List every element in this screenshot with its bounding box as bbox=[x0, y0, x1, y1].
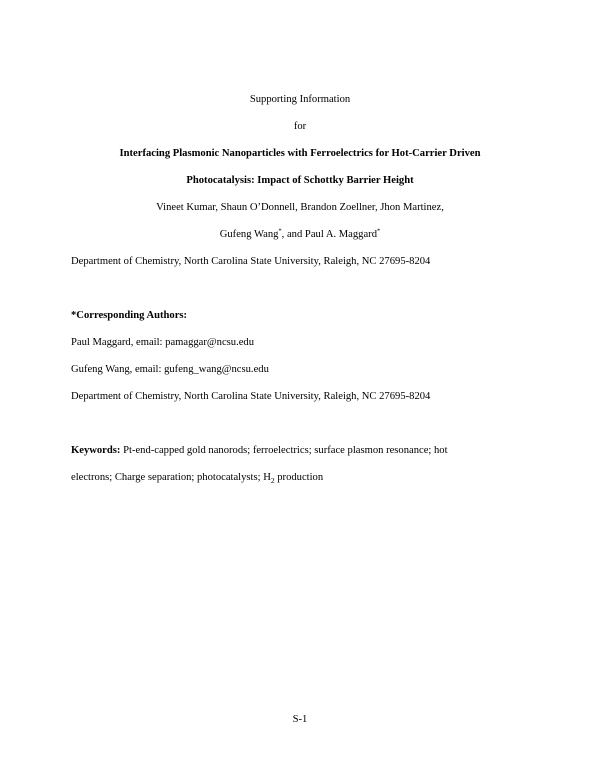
corresponding-mark: * bbox=[278, 227, 282, 235]
keywords-line-1 bbox=[71, 444, 531, 458]
contact-maggard: Paul Maggard, email: pamaggar@ncsu.edu bbox=[71, 337, 255, 348]
author-separator: , and bbox=[281, 229, 305, 240]
supporting-information-label: Supporting Information bbox=[249, 94, 351, 105]
for-label: for bbox=[293, 121, 307, 132]
title-line-1: Interfacing Plasmonic Nanoparticles with Ferroelectrics for Hot-Carrier Driven bbox=[119, 148, 481, 159]
affiliation: Department of Chemistry, North Carolina State University, Raleigh, NC 27695-8204 bbox=[71, 256, 431, 267]
author-gufeng-wang: Gufeng Wang bbox=[219, 229, 279, 240]
keywords-label: Keywords: bbox=[71, 445, 121, 456]
title-line-2: Photocatalysis: Impact of Schottky Barrier Height bbox=[186, 175, 414, 186]
keywords-text-2-tail: production bbox=[274, 472, 324, 483]
keywords-text-1: Pt-end-capped gold nanorods; ferroelectrics; surface plasmon resonance; hot bbox=[120, 445, 448, 456]
corresponding-mark: * bbox=[377, 227, 381, 235]
authors-line-1: Vineet Kumar, Shaun O’Donnell, Brandon Zoellner, Jhon Martinez, bbox=[156, 202, 444, 213]
contact-wang: Gufeng Wang, email: gufeng_wang@ncsu.edu bbox=[71, 364, 269, 375]
keywords-line-2 bbox=[71, 471, 531, 485]
keywords-text-2: electrons; Charge separation; photocatalysts; H bbox=[71, 472, 271, 483]
corresponding-authors-heading: *Corresponding Authors: bbox=[71, 310, 188, 321]
authors-line-2 bbox=[0, 228, 600, 242]
h2-subscript: 2 bbox=[270, 476, 275, 486]
corresponding-department: Department of Chemistry, North Carolina State University, Raleigh, NC 27695-8204 bbox=[71, 391, 431, 402]
author-paul-maggard: Paul A. Maggard bbox=[304, 229, 378, 240]
page-number: S-1 bbox=[292, 714, 308, 725]
